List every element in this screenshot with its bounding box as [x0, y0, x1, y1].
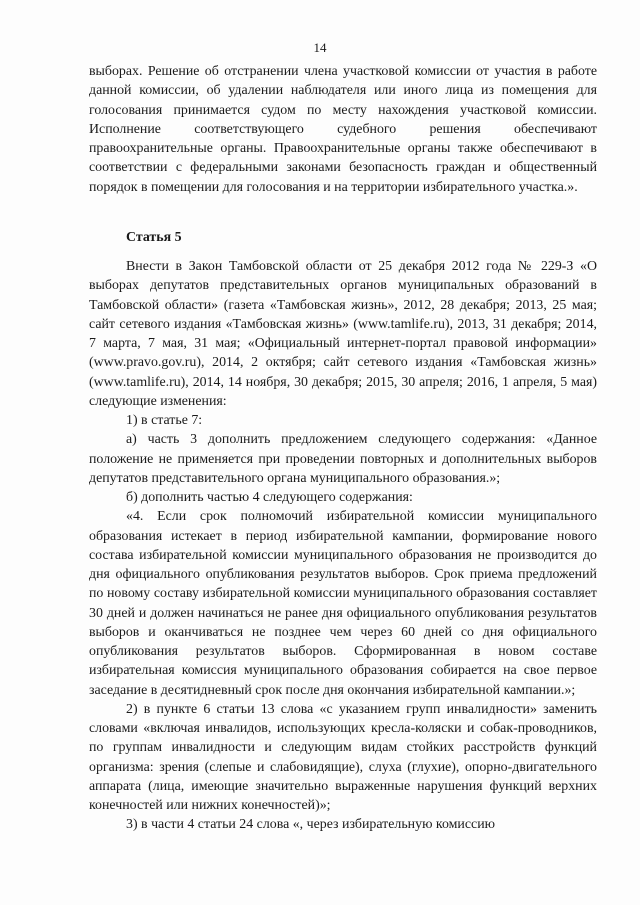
paragraph-part-4: «4. Если срок полномочий избирательной комиссии муниципального образования истекает в период избирательной кампании, формирование нового состава избирательной комиссии муниципального образования не производится до дня официального опубликования результатов выборов. Срок приема предложений по новому составу избирательной комиссии муниципального образования составляет 30 дней и должен начинаться не ранее дня официального опубликования результатов выборов и оканчиваться не позднее чем через 60 дней со дня официального опубликования результатов выборов. Сформированная в новом составе избирательная комиссия муниципального образования собирается на свое первое заседание в десятидневный срок после дня окончания избирательной кампании.»;: [89, 509, 597, 698]
paragraph-subitem-a: а) часть 3 дополнить предложением следующего содержания: «Данное положение не применяется при проведении повторных и дополнительных выборов депутатов представительного органа муниципального образования.»;: [89, 432, 597, 486]
paragraph-amendment-intro: Внести в Закон Тамбовской области от 25 декабря 2012 года № 229-З «О выборах депутатов представительных органов муниципальных образований в Тамбовской области» (газета «Тамбовская жизнь», 2012, 28 декабря; 2013, 25 мая; сайт сетевого издания «Тамбовская жизнь» (www.tamlife.ru), 2013, 31 декабря; 2014, 7 марта, 7 мая, 31 мая; «Официальный интернет-портал правовой информации» (www.pravo.gov.ru), 2014, 2 октября; сайт сетевого издания «Тамбовская жизнь» (www.tamlife.ru), 2014, 14 ноября, 30 декабря; 2015, 30 апреля; 2016, 1 апреля, 5 мая) следующие изменения:: [89, 259, 597, 409]
paragraph-item-2: 2) в пункте 6 статьи 13 слова «с указанием групп инвалидности» заменить словами «включая инвалидов, использующих кресла-коляски и собак-проводников, по группам инвалидности и следующим видам стойких расстройств функций организма: зрения (слепые и слабовидящие), слуха (глухие), опорно-двигательного аппарата (лица, имеющие значительно выраженные нарушения функций верхних конечностей или нижних конечностей)»;: [89, 701, 597, 813]
paragraph-subitem-b: б) дополнить частью 4 следующего содержания:: [126, 490, 413, 505]
page-number: 14: [313, 40, 327, 55]
paragraph-item-3: 3) в части 4 статьи 24 слова «, через избирательную комиссию: [126, 817, 496, 833]
article-heading: Статья 5: [126, 229, 182, 245]
paragraph-item-1: 1) в статье 7:: [126, 413, 203, 428]
document-body: [89, 62, 597, 835]
paragraph-continuation: выборах. Решение об отстранении члена участковой комиссии от участия в работе данной комиссии, об удалении наблюдателя или иного лица из помещения для голосования принимается судом по месту нахождения участковой комиссии. Исполнение соответствующего судебного решения обеспечивают правоохранительные органы. Правоохранительные органы также обеспечивают в соответствии с федеральными законами безопасность граждан и общественный порядок в помещении для голосования и на территории избирательного участка.».: [89, 64, 597, 195]
